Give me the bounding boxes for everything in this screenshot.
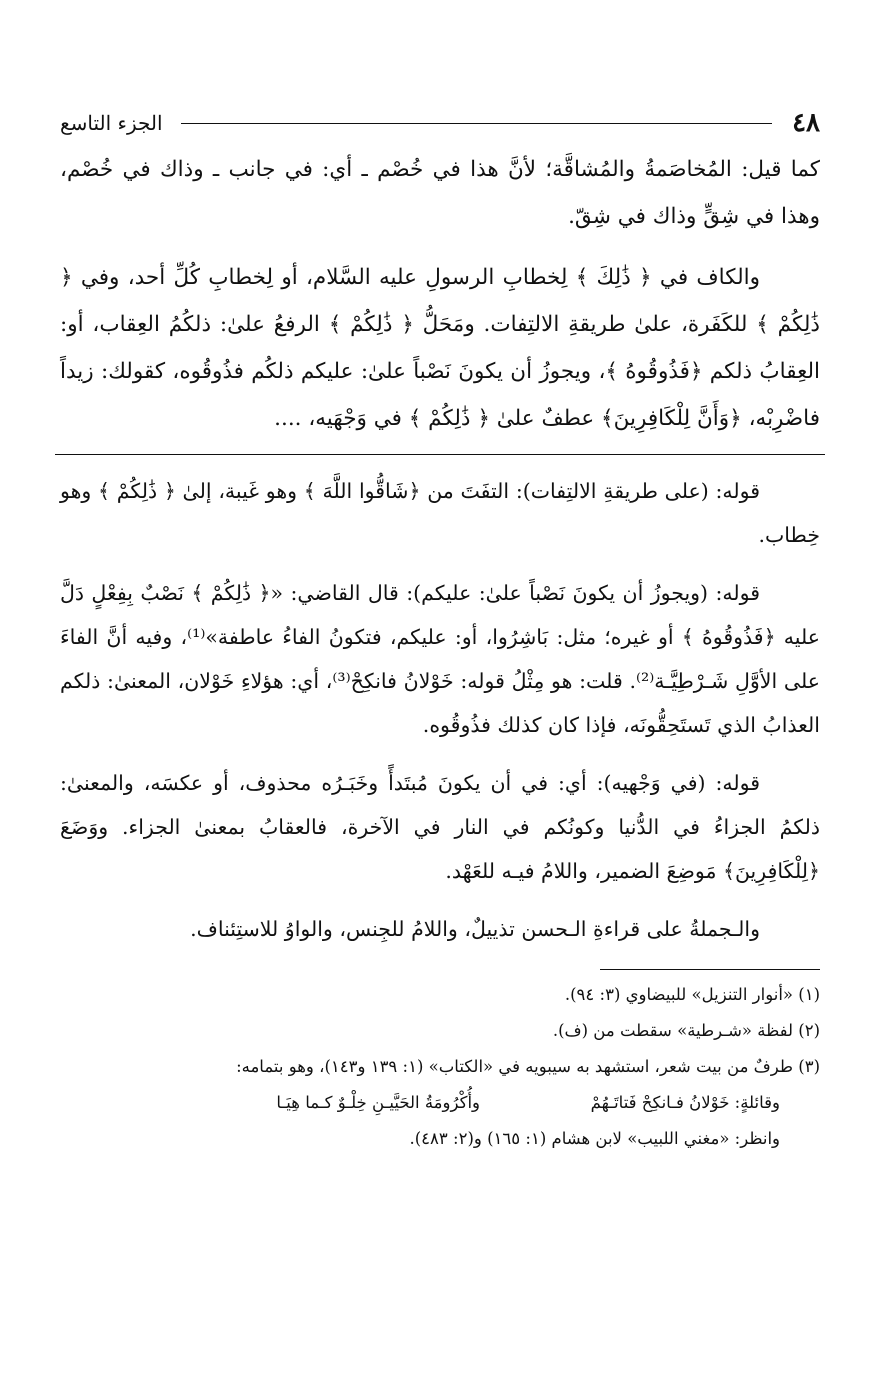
verse-first-hemistich: وقائلةٍ: خَوْلانُ فـانكِحْ فَتاتَـهُمْ	[590, 1093, 780, 1112]
page-header	[60, 100, 820, 146]
main-paragraph-2: والكاف في ﴿ ذَٰلِكَ ﴾ لِخطابِ الرسولِ عليه السَّلام، أو لِخطابِ كُلِّ أحد، وفي ﴿ ذَٰلِكُمْ ﴾ للكَفَرة، علىٰ طريقةِ الالتِفات. ومَحَلُّ ﴿ ذَٰلِكُمْ ﴾ الرفعُ علىٰ: ذلكُمُ العِقاب، أو: العِقابُ ذلكم ﴿فَذُوقُوهُ ﴾، ويجوزُ أن يكونَ نَصْباً علىٰ: عليكم ذلكُم فذُوقُوه، كقولك: زيداً فاضْرِبْه، ﴿وَأَنَّ لِلْكَافِرِينَ﴾ عطفٌ علىٰ ﴿ ذَٰلِكُمْ ﴾ في وَجْهَيه، ....	[60, 265, 820, 431]
main-paragraph-1: كما قيل: المُخاصَمةُ والمُشاقَّة؛ لأنَّ هذا في خُصْم ـ أي: في جانب ـ وذاك في خُصْم، وهذا في شِقٍّ وذاك في شِقّ.	[60, 157, 820, 229]
commentary-paragraph-3: قوله: (في وَجْهيه): أي: في أن يكونَ مُبتَدأً وخَبَـرُه محذوف، أو عكسَه، والمعنىٰ: ذلكمُ الجزاءُ في الدُّنيا وكونُكم في النار في الآخرة، فالعقابُ بمعنىٰ الجزاء. ووَضَعَ ﴿لِلْكَافِرِينَ﴾ مَوضِعَ الضمير، واللامُ فيـه للعَهْد.	[60, 771, 820, 883]
page-number: ٤٨	[792, 108, 820, 138]
verse-second-hemistich: وأُكْرُومَةُ الحَيَّيـنِ خِلْـوٌ كـما هِيَـا	[276, 1093, 480, 1112]
footnotes	[60, 980, 820, 1154]
page	[60, 100, 820, 1154]
poetry-verse	[60, 1088, 820, 1118]
commentary-paragraph-1: قوله: (على طريقةِ الالتِفات): التفَتَ من ﴿شَاقُّوا اللَّهَ ﴾ وهو غَيبة، إلىٰ ﴿ ذَٰلِكُمْ ﴾ وهو خِطاب.	[60, 479, 820, 547]
footnote-1: (١) «أنوار التنزيل» للبيضاوي (٣: ٩٤).	[564, 985, 820, 1004]
commentary-paragraph-2: قوله: (ويجوزُ أن يكونَ نَصْباً علىٰ: عليكم): قال القاضي: «﴿ ذَٰلِكُمْ ﴾ نَصْبٌ بِفِعْلٍ دَلَّ عليه ﴿فَذُوقُوهُ ﴾ أو غيره؛ مثل: بَاشِرُوا، أو: عليكم، فتكونُ الفاءُ عاطفة»⁽¹⁾، وفيه أنَّ الفاءَ على الأوَّلِ شَـرْطِيَّـة⁽²⁾. قلت: هو مِثْلُ قوله: خَوْلانُ فانكِحْ⁽³⁾، أي: هؤلاءِ خَوْلان، المعنىٰ: ذلكم العذابُ الذي تَستَحِقُّونَه، فإذا كان كذلك فذُوقُوه.	[60, 581, 820, 737]
header-rule	[181, 123, 773, 124]
section-divider	[55, 454, 825, 455]
footnote-divider	[600, 969, 820, 970]
commentary	[60, 469, 820, 951]
footnote-3-reference: وانظر: «مغني اللبيب» لابن هشام (١: ١٦٥) و(٢: ٤٨٣).	[409, 1129, 780, 1148]
running-title: الجزء التاسع	[60, 111, 163, 135]
commentary-paragraph-4: والـجملةُ على قراءةِ الـحسن تذييلٌ، واللامُ للجِنس، والواوُ للاستِئناف.	[190, 917, 760, 941]
footnote-3: (٣) طرفٌ من بيت شعر، استشهد به سيبويه في «الكتاب» (١: ١٣٩ و١٤٣)، وهو بتمامه:	[236, 1057, 820, 1076]
main-text	[60, 146, 820, 442]
footnote-2: (٢) لفظة «شـرطية» سقطت من (ف).	[552, 1021, 820, 1040]
